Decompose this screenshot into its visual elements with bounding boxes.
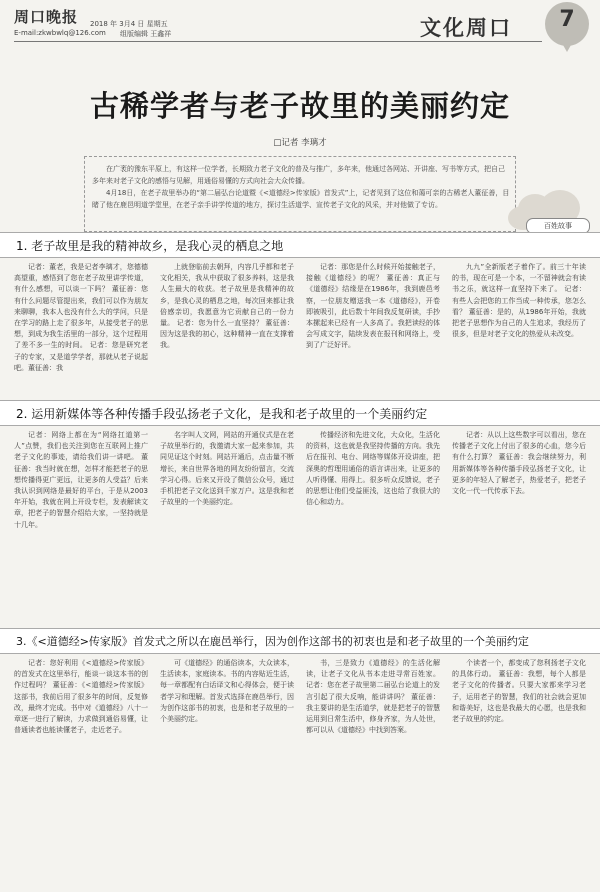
newspaper-logo: 周口晚报 [14,8,79,26]
page-number-badge [545,2,589,50]
text-column [14,658,148,886]
page-badge-pointer [559,38,575,52]
section-heading [0,232,600,258]
article-lead [92,163,510,211]
column-text: 记者：那您是什么时候开始接触老子，接触《道德经》的呢？ 董征善：真正与《道德经》结缘是在1986年，我到鹿邑考察，一位朋友赠送我一本《道德经》，开卷即被吸引，此后数十年间我反复研读，手抄本摞起来已经有一人多高了。我把读经的体会写成文字，陆续发表在报刊和网络上，受到了广泛好评。 [306,263,440,350]
text-column [14,430,148,620]
column-text: 记者：网络上都在为“网络扛道第一人”点赞，我们也关注到您在互联网上推广老子文化的事迹，请给我们讲一讲吧。 董征善：我当时就在想，怎样才能把老子的思想传播得更广更远，让更多的人受益？后来我认识到网络是最好的平台，于是从2003年开始，我就在网上开设专栏，发表解读文章，把老子的智慧介绍给大家，一坚持就是十几年。 [14,431,148,529]
column-text: 记者：您好利用《<道德经>传家版》的首发式在这里举行，能谈一谈这本书的创作过程吗？ 董征善：《<道德经>传家版》这部书，我前后用了很多年的时间，反复修改，最终才完成。书中对《道德经》八十一章逐一进行了解读，力求做到通俗易懂，让普通读者也能读懂老子，走近老子。 [14,659,148,735]
text-column [452,430,586,620]
column-text: 传播经济和先进文化，大众化，生活化的资料，这也就是我坚持传播的方向。我先后在报刊、电台、网络等媒体开设讲座，把深奥的哲理用通俗的语言讲出来，让更多的人听得懂、用得上。很多听众反馈说，老子的思想让他们受益匪浅，这也给了我很大的信心和动力。 [306,431,440,507]
lead-paragraph: 4月18日，在老子故里举办的“第二届弘台论道暨《<道德经>传家版》首发式”上，记者见到了这位和蔼可亲的古稀老人董征善，目睹了他在鹿邑明道学堂里，在老子亲手讲学传道的地方，探讨生活道学、宣传老子文化的风采，并对他做了专访。 [92,189,510,209]
section-body [14,430,586,620]
article-headline: 古稀学者与老子故里的美丽约定 [89,89,510,123]
column-text: 书，三是致力《道德经》的生活化解读，让老子文化从书本走进寻常百姓家。 记者：您在老子故里第二届弘台论道上的发言引起了很大反响，能讲讲吗？ 董征善：我主要讲的是生活道学，就是把老子的智慧运用到日常生活中，修身齐家，为人处世，都可以从《道德经》中找到答案。 [306,659,440,735]
column-text: 可《道德经》的通俗读本，大众读本，生活读本，家庭读本。书的内容贴近生活，每一章都配有白话译文和心得体会，便于读者学习和理解。首发式选择在鹿邑举行，因为创作这部书的初衷，也是和老子故里的一个美丽约定。 [160,659,294,724]
column-badge-label: 百姓故事 [526,218,590,234]
article-byline: □记者 李璃才 [273,138,327,148]
layout-editor: 组版编辑 王鑫祥 [120,30,172,38]
section-heading-text: 1. 老子故里是我的精神故乡，是我心灵的栖息之地 [16,239,284,253]
section-heading-text: 3.《<道德经>传家版》首发式之所以在鹿邑举行，因为创作这部书的初衷也是和老子故里的一个美丽约定 [16,635,529,648]
column-text: 个读者一个，都变成了您利扬老子文化的具体行动。 董征善：我想，每个人都是老子文化的传播者。只要大家都来学习老子，运用老子的智慧，我们的社会就会更加和谐美好，这也是我最大的心愿，也是我和老子故里的约定。 [452,659,586,724]
column-text: 上就登临前去朝拜，内容几乎都和老子文化相关，我从中获取了很多养料，这是我人生最大的收获。老子故里是我精神的故乡，是我心灵的栖息之地，每次回来都让我倍感亲切，我愿意为它贡献自己的一份力量。 记者：您为什么一直坚持？ 董征善：因为这是我的初心，这种精神一直在支撑着我。 [160,263,294,350]
page-number: 7 [559,7,575,32]
text-column [306,430,440,620]
column-text: 记者：从以上这些数字可以看出，您在传播老子文化上付出了很多的心血，您今后有什么打算？ 董征善：我会继续努力，利用新媒体等各种传播手段弘扬老子文化，让更多的年轻人了解老子，热爱老子，把老子文化一代一代传承下去。 [452,431,586,496]
contact-email: E-mail:zkwbwlq@126.com [14,29,106,37]
text-column [452,262,586,396]
column-text: 九九”全新版老子着作了。前三十年读的书，现在可是一个本，一不留神就会有读书之乐，就这样一直坚持下来了。 记者：有些人会把您的工作当成一种传承，您怎么看？ 董征善：是的，从1986年开始，我就把老子思想作为自己的人生追求，我经历了很多，但是对老子文化的热爱从未改变。 [452,263,586,339]
section-body [14,262,586,396]
section-body [14,658,586,886]
section-title: 文化周口 [420,15,512,40]
lead-paragraph: 在广袤的豫东平原上，有这样一位学者，长期致力老子文化的普及与推广，多年来，他通过各网站、开讲座、写书等方式，把自己多年来对老子文化的感悟与见解，用通俗易懂的方式向社会大众传播。 [92,165,505,185]
text-column [14,262,148,396]
issue-date: 2018 年 3月4 日 星期五 [90,20,168,28]
section-heading [0,628,600,654]
text-column [160,430,294,620]
masthead-divider [14,41,542,42]
column-text: 记者：董老，我是记者李璃才，您德德高望重，感悟到了您在老子故里讲学传道，有什么感想，可以谈一下吗？ 董征善：您有什么问题尽管提出来，我们可以作为朋友来聊聊，我本人也没有什么大的学问，只是在学习的路上走了很多年，从接受老子的思想，到成为我生活里的一部分，这个过程用了差不多一生的时间。 记者：您是研究老子的专家，又是道学学者，那就从老子说起吧。董征善：我 [14,263,148,372]
text-column [306,262,440,396]
text-column [160,658,294,886]
text-column [306,658,440,886]
text-column [160,262,294,396]
text-column [452,658,586,886]
section-heading-text: 2. 运用新媒体等各种传播手段弘扬老子文化，是我和老子故里的一个美丽约定 [16,407,428,421]
section-heading [0,400,600,426]
column-text: 名字叫人文网，网站的开通仪式是在老子故里举行的，我邀请大家一起来参加，共同见证这个时刻。网站开通后，点击量不断增长，来自世界各地的网友纷纷留言，交流学习心得。后来又开设了微信公众号，通过手机把老子文化送到千家万户。这是我和老子故里的一个美丽约定。 [160,431,294,507]
